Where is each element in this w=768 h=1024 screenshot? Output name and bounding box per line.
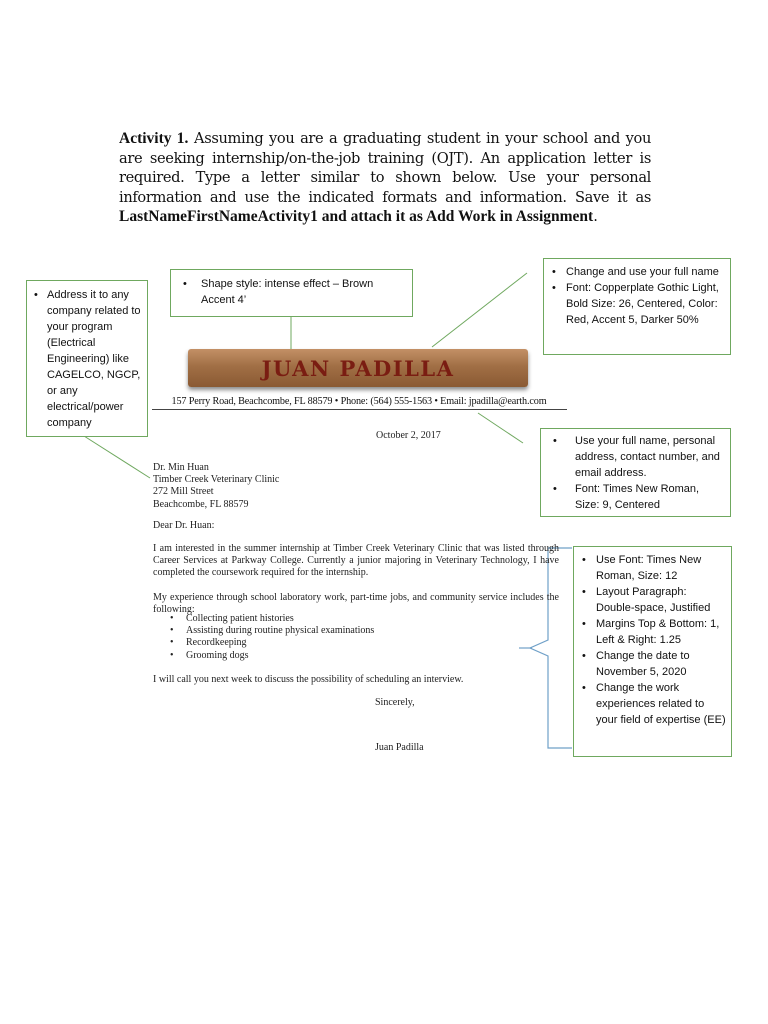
list-item: • Grooming dogs bbox=[170, 650, 374, 662]
callout-format-item: • Change the date to November 5, 2020 bbox=[576, 648, 727, 680]
letter-paragraph: I will call you next week to discuss the possibility of scheduling an interview. bbox=[153, 674, 464, 685]
callout-format-item: • Layout Paragraph: Double-space, Justified bbox=[576, 584, 727, 616]
letter-closing: Sincerely, bbox=[375, 697, 415, 708]
recipient-line: Dr. Min Huan bbox=[153, 462, 209, 473]
letter-signature-name: Juan Padilla bbox=[375, 742, 424, 753]
list-item: • Collecting patient histories bbox=[170, 613, 374, 625]
callout-format-item: • Use Font: Times New Roman, Size: 12 bbox=[576, 552, 727, 584]
callout-shape-item: • Shape style: intense effect – Brown Accent 4’ bbox=[175, 276, 406, 308]
callout-name-item: • Font: Copperplate Gothic Light, Bold Size: 26, Centered, Color: Red, Accent 5, Darker 50% bbox=[546, 280, 726, 328]
recipient-line: Beachcombe, FL 88579 bbox=[153, 498, 249, 510]
list-item: • Recordkeeping bbox=[170, 637, 374, 649]
callout-format-item: • Change the work experiences related to your field of expertise (EE) bbox=[576, 680, 727, 728]
callout-contact-format bbox=[540, 428, 731, 517]
header-divider bbox=[152, 409, 567, 410]
instructions-end: . bbox=[593, 208, 598, 225]
connector-name bbox=[432, 273, 527, 347]
recipient-address bbox=[153, 462, 279, 511]
callout-body-format bbox=[573, 546, 732, 757]
list-item: • Assisting during routine physical examinations bbox=[170, 625, 374, 637]
activity-instructions bbox=[119, 129, 651, 227]
filename-instruction: LastNameFirstNameActivity1 and attach it as Add Work in Assignment bbox=[119, 208, 594, 225]
connector-contact bbox=[478, 413, 523, 443]
callout-contact-item: • Font: Times New Roman, Size: 9, Centered bbox=[543, 481, 726, 513]
experience-list bbox=[170, 613, 374, 662]
connector-address bbox=[84, 436, 150, 478]
contact-line: 157 Perry Road, Beachcombe, FL 88579 • Phone: (564) 555-1563 • Email: jpadilla@earth.com bbox=[171, 396, 547, 407]
letter-paragraph: I am interested in the summer internship at Timber Creek Veterinary Clinic that was listed through Career Services at Parkway College. Currently a junior majoring in Veterinary Technology, I have completed the coursework required for the internship. bbox=[153, 543, 559, 579]
callout-format-item: • Margins Top & Bottom: 1, Left & Right: 1.25 bbox=[576, 616, 727, 648]
name-banner bbox=[188, 349, 528, 387]
recipient-line: Timber Creek Veterinary Clinic bbox=[153, 474, 280, 486]
letter-paragraph: My experience through school laboratory work, part-time jobs, and community service includes the following: bbox=[153, 592, 559, 616]
recipient-line: 272 Mill Street bbox=[153, 486, 214, 498]
letter-date: October 2, 2017 bbox=[376, 430, 441, 441]
callout-name-format bbox=[543, 258, 731, 355]
salutation: Dear Dr. Huan: bbox=[153, 520, 215, 531]
letter-name: JUAN PADILLA bbox=[261, 355, 455, 381]
callout-name-item: • Change and use your full name bbox=[546, 264, 726, 280]
callout-address-item: • Address it to any company related to your program (Electrical Engineering) like CAGELCO, NGCP, or any electrical/power company bbox=[29, 287, 143, 431]
callout-address bbox=[26, 280, 148, 437]
activity-title: Activity 1. bbox=[119, 130, 189, 147]
instructions-text: Assuming you are a graduating student in your school and you are seeking internship/on-the-job training (OJT). An application letter is required. Type a letter similar to shown below. Use your personal information and use the indicated formats and information. Save it as bbox=[119, 130, 651, 206]
callout-contact-item: • Use your full name, personal address, contact number, and email address. bbox=[543, 433, 726, 481]
callout-shape-style bbox=[170, 269, 413, 317]
